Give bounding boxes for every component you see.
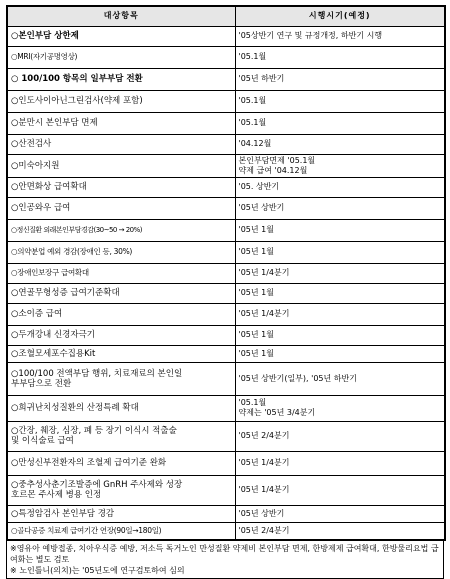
row-item: ○만성신부전환자의 조혈제 급여기준 완화 bbox=[7, 451, 235, 475]
row-period: '05년 1/4분기 bbox=[235, 303, 445, 325]
footnote: ※ 노인틀니(의치)는 '05년도에 연구검토하여 심의 bbox=[10, 566, 185, 575]
row-item: ○소이증 급여 bbox=[7, 303, 235, 325]
row-period: '05년 1월 bbox=[235, 325, 445, 345]
row-period: '05.1월 bbox=[235, 90, 445, 112]
row-period: '05년 1월 bbox=[235, 345, 445, 362]
row-item: ○산전검사 bbox=[7, 134, 235, 154]
row-item: ○골다공증 치료제 급여기간 연장(90일→180일) bbox=[7, 522, 235, 540]
table-row bbox=[7, 451, 445, 475]
row-item: ○정신질환 외래본인부담경감(30~50 → 20%) bbox=[7, 219, 235, 241]
table-row bbox=[7, 46, 445, 68]
row-item: ○인도사이아닌그린검사(약제 포함) bbox=[7, 90, 235, 112]
row-period: '05년 1월 bbox=[235, 283, 445, 303]
row-item: ○MRI(자기공명영상) bbox=[7, 46, 235, 68]
table-body bbox=[7, 26, 445, 540]
table-row bbox=[7, 522, 445, 540]
table-row bbox=[7, 26, 445, 46]
row-period: '05. 상반기 bbox=[235, 177, 445, 197]
footnote: ※영유아 예방접종, 치아우식증 예방, 저소득 독거노인 만성질환 약제비 본인부담 면제, 한방제제 급여확대, 한방물리요법 급여화는 별도 검토 bbox=[10, 544, 439, 564]
row-period: '04.12월 bbox=[235, 134, 445, 154]
row-item: ○특정암검사 본인부담 경감 bbox=[7, 505, 235, 522]
row-period: '05년 상반기 bbox=[235, 505, 445, 522]
row-period: '05년 1/4분기 bbox=[235, 263, 445, 283]
table-row bbox=[7, 241, 445, 263]
table-row bbox=[7, 197, 445, 219]
table-row bbox=[7, 345, 445, 362]
row-item: ○중추성사춘기조발증에 GnRH 주사제와 성장 호르몬 주사제 병용 인정 bbox=[7, 475, 235, 505]
row-period: '05년 하반기 bbox=[235, 68, 445, 90]
row-period: '05년 1월 bbox=[235, 219, 445, 241]
table-row bbox=[7, 362, 445, 395]
table-row bbox=[7, 68, 445, 90]
row-period: '05년 상반기 bbox=[235, 197, 445, 219]
row-period: '05년 1/4분기 bbox=[235, 475, 445, 505]
row-period: '05.1월 bbox=[235, 46, 445, 68]
row-item: ○두개강내 신경자극기 bbox=[7, 325, 235, 345]
row-item: ○간장, 췌장, 심장, 폐 등 장기 이식시 적출술 및 이식술료 급여 bbox=[7, 421, 235, 451]
row-item: ○100/100 전액부담 행위, 치료재료의 본인일 부부담으로 전환 bbox=[7, 362, 235, 395]
table-row bbox=[7, 134, 445, 154]
row-period: '05상반기 연구 및 규정개정, 하반기 시행 bbox=[235, 26, 445, 46]
table-row bbox=[7, 219, 445, 241]
table-row bbox=[7, 395, 445, 421]
row-item: ○ 100/100 항목의 일부부담 전환 bbox=[7, 68, 235, 90]
table-row bbox=[7, 177, 445, 197]
table-row bbox=[7, 90, 445, 112]
row-period: '05.1월 약제는 '05년 3/4분기 bbox=[235, 395, 445, 421]
table-row bbox=[7, 263, 445, 283]
table-row bbox=[7, 325, 445, 345]
header-period: 시행시기(예정) bbox=[235, 6, 445, 26]
row-item: ○장애인보장구 급여확대 bbox=[7, 263, 235, 283]
table-row bbox=[7, 154, 445, 177]
table-row bbox=[7, 283, 445, 303]
row-item: ○안면화상 급여확대 bbox=[7, 177, 235, 197]
schedule-table bbox=[6, 5, 446, 541]
row-item: ○본인부담 상한제 bbox=[7, 26, 235, 46]
row-period: '05년 1/4분기 bbox=[235, 451, 445, 475]
row-period: '05년 2/4분기 bbox=[235, 421, 445, 451]
footnotes bbox=[6, 541, 444, 579]
table-header-row bbox=[7, 6, 445, 26]
row-period: '05년 상반기(일부), '05년 하반기 bbox=[235, 362, 445, 395]
row-item: ○미숙아지원 bbox=[7, 154, 235, 177]
row-period: '05년 1월 bbox=[235, 241, 445, 263]
row-period: 본인부담면제 '05.1월 약제 급여 '04.12월 bbox=[235, 154, 445, 177]
row-item: ○인공와우 급여 bbox=[7, 197, 235, 219]
row-item: ○희귀난치성질환의 산정특례 확대 bbox=[7, 395, 235, 421]
table-row bbox=[7, 505, 445, 522]
row-item: ○조혈모세포수집용Kit bbox=[7, 345, 235, 362]
document-page bbox=[6, 5, 444, 579]
table-row bbox=[7, 475, 445, 505]
row-period: '05.1월 bbox=[235, 112, 445, 134]
row-item: ○의약분업 예외 경감(장애인 등, 30%) bbox=[7, 241, 235, 263]
table-row bbox=[7, 112, 445, 134]
row-item: ○연골무형성증 급여기준확대 bbox=[7, 283, 235, 303]
row-item: ○분만시 본인부담 면제 bbox=[7, 112, 235, 134]
table-row bbox=[7, 421, 445, 451]
row-period: '05년 2/4분기 bbox=[235, 522, 445, 540]
header-item: 대상항목 bbox=[7, 6, 235, 26]
table-row bbox=[7, 303, 445, 325]
